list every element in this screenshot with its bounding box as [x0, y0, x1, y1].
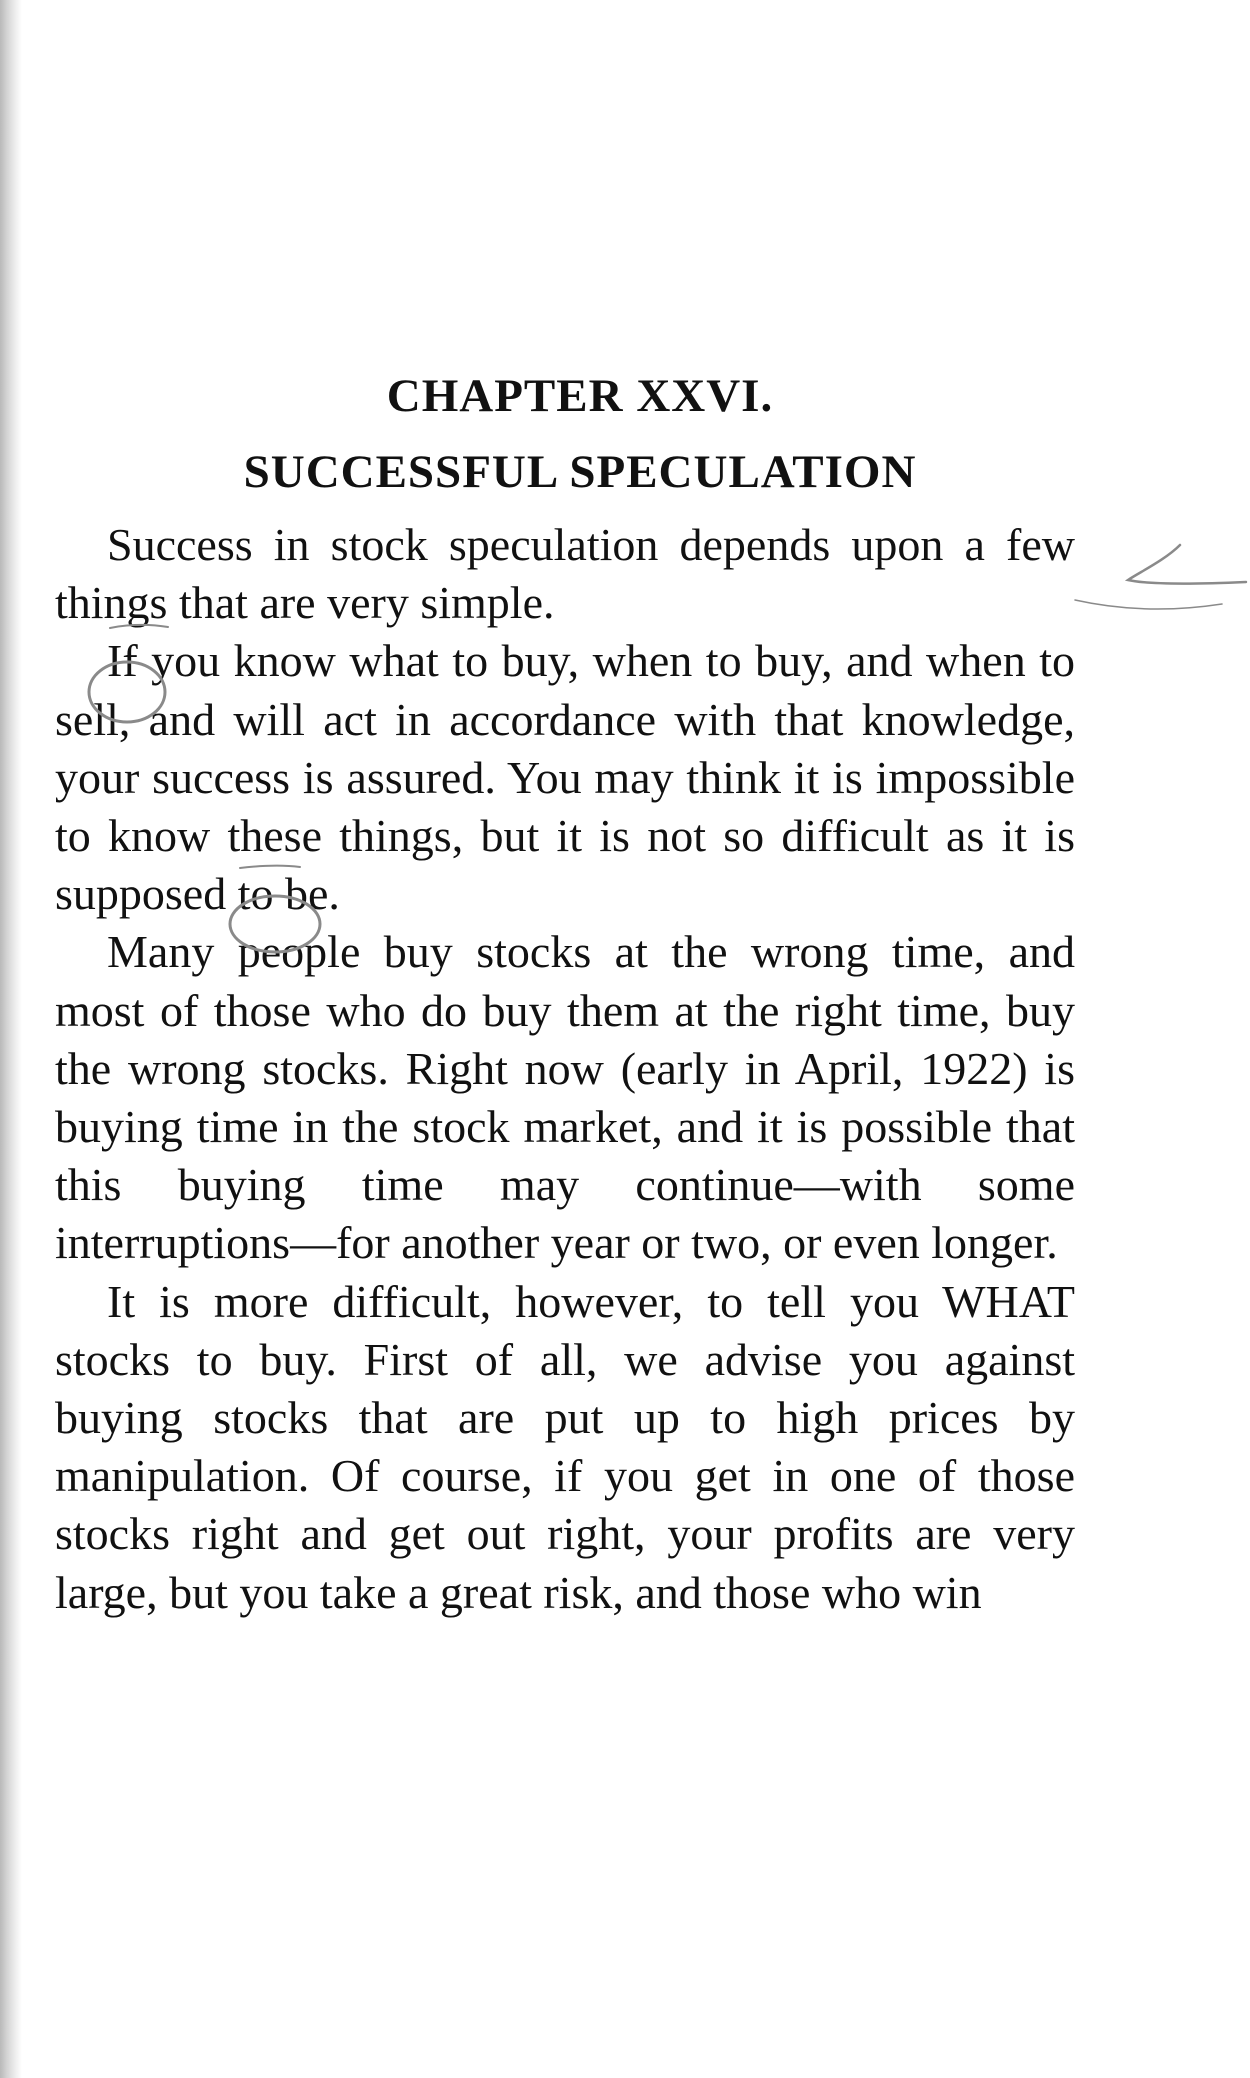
paragraph-3: Many people buy stocks at the wrong time, and most of those who do buy them at the right time, buy the wrong stocks. Right now (early in April, 1922) is buying time in the stock market, and it is possible that this buying time may continue—with some interruptions—for another year or two, or even longer.	[55, 926, 1075, 1269]
margin-arrow-mark	[1128, 545, 1246, 584]
paragraph-1: Success in stock speculation depends upon a few things that are very simple.	[55, 519, 1075, 629]
paragraph-2: If you know what to buy, when to buy, and when to sell, and will act in accordance with that knowledge, your success is assured. You may think it is impossible to know these things, but it is not so difficult as it is supposed to be.	[55, 635, 1075, 920]
page-text-block	[55, 360, 1075, 1622]
chapter-title: SUCCESSFUL SPECULATION	[243, 446, 917, 498]
margin-underline-mark	[1075, 600, 1222, 609]
page-binding-edge	[0, 0, 22, 2078]
paragraph-4: It is more difficult, however, to tell you WHAT stocks to buy. First of all, we advise you against buying stocks that are put up to high prices by manipulation. Of course, if you get in one of those stocks right and get out right, your profits are very large, but you take a great risk, and those who win	[55, 1275, 1075, 1618]
chapter-heading: CHAPTER XXVI.	[386, 370, 774, 422]
